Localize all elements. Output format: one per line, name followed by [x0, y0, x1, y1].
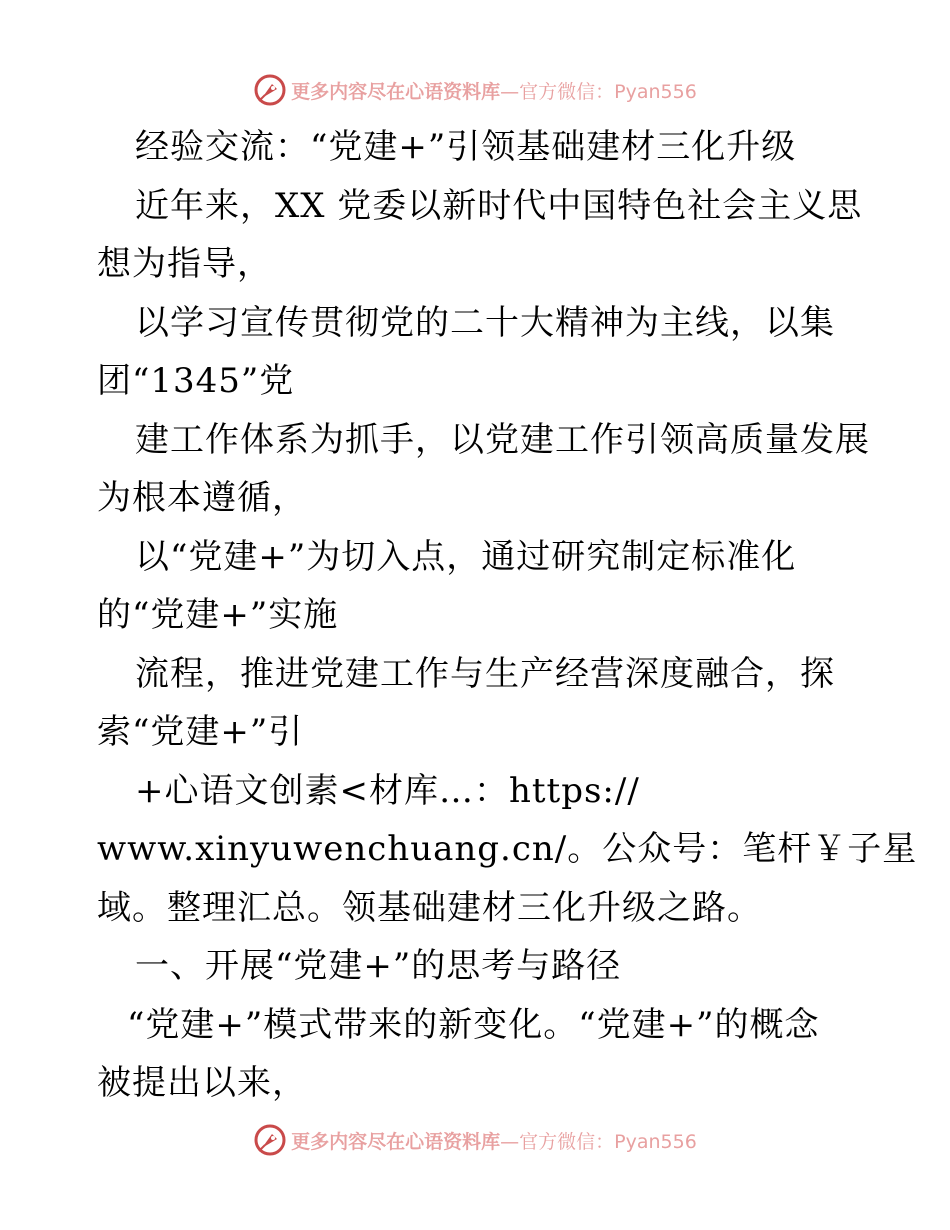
- paragraph-line: 索“党建+”引: [97, 712, 304, 752]
- paragraph-line: www.xinyuwenchuang.cn/。公众号：笔杆￥子星: [97, 829, 918, 869]
- paragraph-line: 建工作体系为抓手，以党建工作引领高质量发展: [135, 419, 870, 460]
- paragraph-line: 近年来，XX 党委以新时代中国特色社会主义思: [135, 185, 863, 226]
- paragraph-line: +心语文创素<材库…：https://: [135, 770, 640, 811]
- paragraph-line: 为根本遵循，: [97, 478, 307, 518]
- header-banner-text: 更多内容尽在心语资料库—官方微信：Pyan556: [291, 80, 697, 103]
- paragraph-line: 的“党建+”实施: [97, 595, 339, 635]
- page-footer-banner: [0, 1120, 950, 1160]
- paragraph-line: 团“1345”党: [97, 361, 295, 401]
- paragraph-line: “党建+”模式带来的新变化。“党建+”的概念: [127, 1004, 820, 1045]
- paragraph-line: 流程，推进党建工作与生产经营深度融合，探: [135, 653, 835, 694]
- paragraph-line: 以“党建+”为切入点，通过研究制定标准化: [135, 536, 797, 577]
- document-title: 经验交流：“党建+”引领基础建材三化升级: [135, 127, 797, 167]
- document-body: [97, 118, 918, 1113]
- section-heading: 一、开展“党建+”的思考与路径: [135, 946, 622, 986]
- paragraph-line: 被提出以来，: [97, 1063, 307, 1103]
- paragraph-line: 想为指导，: [97, 244, 272, 284]
- page-header-banner: [0, 70, 950, 110]
- footer-banner-text: 更多内容尽在心语资料库—官方微信：Pyan556: [291, 1130, 697, 1153]
- paragraph-line: 以学习宣传贯彻党的二十大精神为主线，以集: [135, 302, 835, 343]
- pen-nib-logo-icon: [253, 1123, 287, 1157]
- pen-nib-logo-icon: [253, 73, 287, 107]
- paragraph-line: 域。整理汇总。领基础建材三化升级之路。: [97, 887, 762, 928]
